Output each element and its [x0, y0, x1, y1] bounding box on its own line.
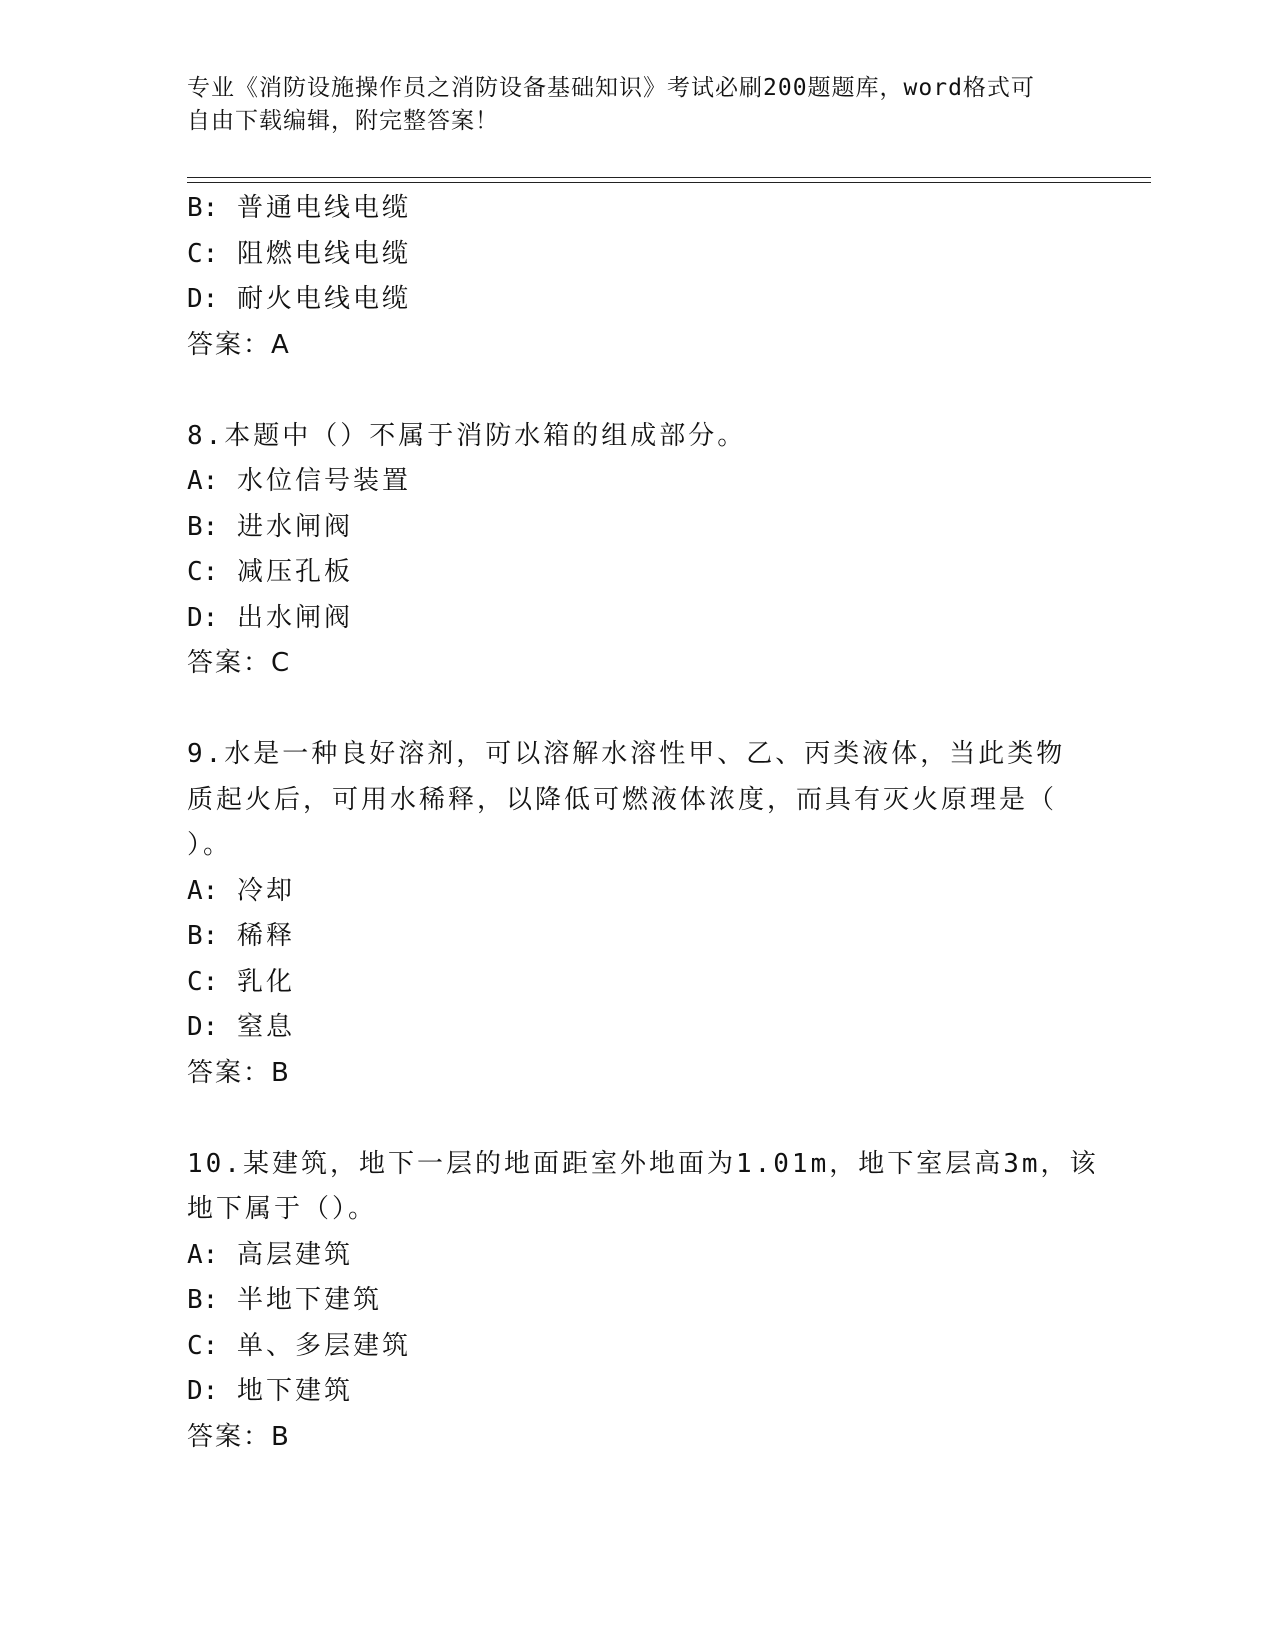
option-a: [187, 1233, 1087, 1279]
answer-line: 答案：B: [187, 1057, 291, 1088]
option-text: 水位信号装置: [236, 466, 411, 496]
question-8: [187, 414, 1087, 687]
option-text: 出水闸阀: [236, 602, 353, 633]
question-7-tail: [187, 186, 1087, 368]
option-text: 稀释: [236, 921, 295, 951]
option-c: [187, 232, 1087, 278]
option-letter: D:: [187, 284, 219, 314]
option-letter: C:: [187, 966, 219, 997]
question-list: [187, 186, 1099, 1460]
option-letter: B:: [187, 511, 219, 542]
option-letter: C:: [187, 557, 219, 587]
answer-line: 答案：A: [187, 329, 291, 360]
question-text-line: 质起火后，可用水稀释，以降低可燃液体浓度，而具有灭火原理是（: [187, 784, 1058, 815]
option-letter: A:: [187, 875, 219, 906]
option-a: [187, 459, 1087, 505]
header-divider-bottom: [187, 182, 1151, 183]
option-text: 阻燃电线电缆: [236, 238, 411, 269]
header-line-1: 专业《消防设施操作员之消防设备基础知识》考试必刷200题题库，word格式可: [187, 75, 1035, 101]
option-letter: A:: [187, 1239, 219, 1270]
question-text-line: ）。: [187, 830, 233, 860]
option-letter: C:: [187, 238, 219, 269]
option-letter: B:: [187, 921, 219, 951]
spacer: [187, 368, 1087, 414]
answer-line: 答案：C: [187, 648, 292, 678]
question-9: [187, 732, 1087, 1096]
option-text: 进水闸阀: [236, 511, 353, 542]
option-text: 窒息: [236, 1012, 295, 1042]
option-letter: C:: [187, 1330, 219, 1361]
option-letter: B:: [187, 1285, 219, 1315]
question-text-line: 地下属于（）。: [187, 1194, 378, 1224]
header-line-2: 自由下载编辑，附完整答案！: [187, 108, 499, 134]
option-text: 地下建筑: [236, 1376, 353, 1406]
option-text: 冷却: [236, 875, 295, 906]
spacer: [187, 687, 1087, 733]
question-text: 8.本题中（）不属于消防水箱的组成部分。: [187, 420, 747, 451]
option-letter: D:: [187, 1012, 219, 1042]
option-letter: A:: [187, 466, 219, 496]
header-divider-top: [187, 177, 1151, 178]
spacer: [187, 1096, 1087, 1142]
option-b: [187, 186, 1087, 232]
option-letter: D:: [187, 602, 219, 633]
option-b: [187, 505, 1087, 551]
option-b: [187, 1278, 1087, 1324]
option-d: [187, 1369, 1087, 1415]
option-text: 普通电线电缆: [236, 193, 411, 223]
question-10: [187, 1142, 1099, 1461]
option-c: [187, 1324, 1087, 1370]
option-text: 半地下建筑: [236, 1285, 382, 1315]
question-text-line: 9.水是一种良好溶剂，可以溶解水溶性甲、乙、丙类液体，当此类物: [187, 739, 1066, 769]
option-d: [187, 277, 1087, 323]
option-text: 耐火电线电缆: [236, 284, 411, 314]
option-text: 乳化: [236, 966, 295, 997]
question-text-line: 10.某建筑，地下一层的地面距室外地面为1.01m，地下室层高3m，该: [187, 1148, 1099, 1179]
document-header: [187, 72, 1067, 138]
option-b: [187, 914, 1087, 960]
option-a: [187, 869, 1087, 915]
option-text: 减压孔板: [236, 557, 353, 587]
answer-line: 答案：B: [187, 1421, 291, 1452]
option-letter: D:: [187, 1376, 219, 1406]
option-text: 单、多层建筑: [236, 1330, 411, 1361]
option-c: [187, 550, 1087, 596]
option-d: [187, 1005, 1087, 1051]
option-letter: B:: [187, 193, 219, 223]
option-c: [187, 960, 1087, 1006]
option-text: 高层建筑: [236, 1239, 353, 1270]
option-d: [187, 596, 1087, 642]
